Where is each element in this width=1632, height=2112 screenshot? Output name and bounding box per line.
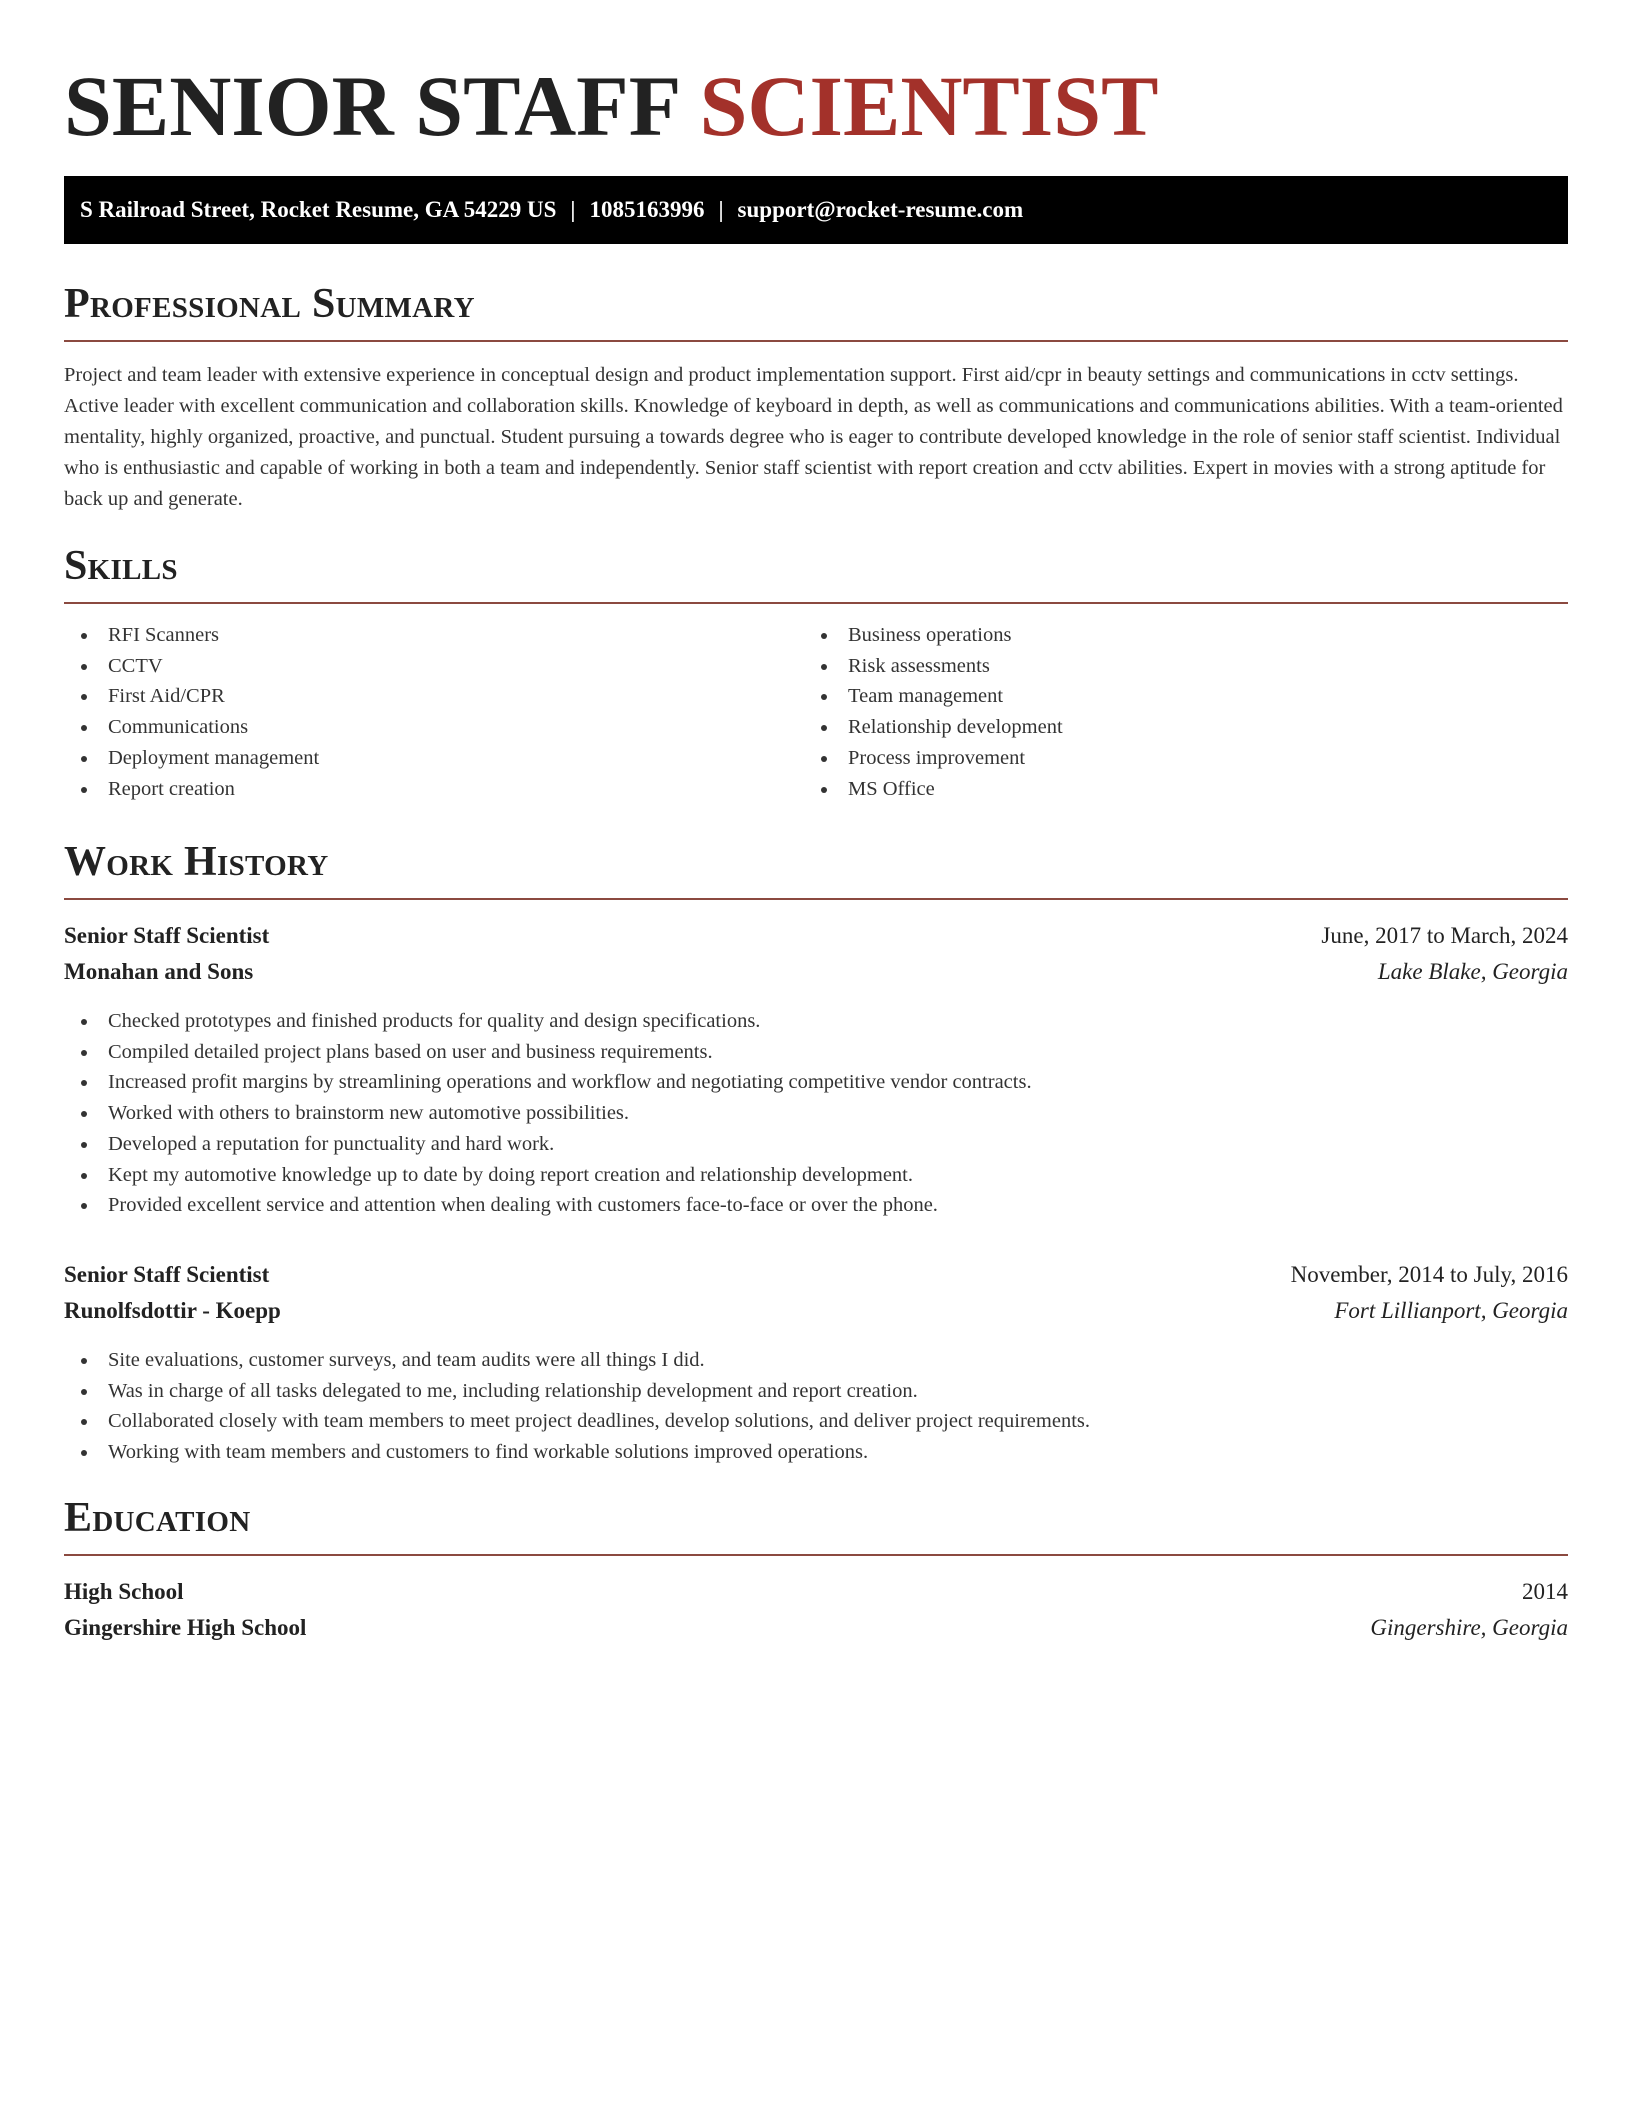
skill-item: Report creation (64, 774, 804, 805)
skill-item: Deployment management (64, 743, 804, 774)
job-dates: November, 2014 to July, 2016 (1290, 1261, 1568, 1287)
duty-item: Kept my automotive knowledge up to date by doing report creation and relationship development. (64, 1160, 1568, 1191)
contact-separator: | (718, 197, 724, 222)
title-main: SENIOR STAFF (64, 58, 679, 154)
section-divider (64, 1554, 1568, 1556)
contact-bar (64, 176, 1568, 244)
duty-item: Increased profit margins by streamlining operations and workflow and negotiating competitive vendor contracts. (64, 1067, 1568, 1098)
education-heading: Education (64, 1495, 251, 1541)
duty-item: Was in charge of all tasks delegated to me, including relationship development and report creation. (64, 1376, 1568, 1407)
summary-section (64, 278, 1568, 515)
skills-columns (64, 620, 1568, 804)
job-location: Lake Blake, Georgia (1377, 959, 1568, 984)
page-title (64, 56, 1158, 156)
skill-item: MS Office (804, 774, 1544, 805)
job-dates: June, 2017 to March, 2024 (1321, 923, 1568, 948)
contact-separator: | (570, 197, 576, 222)
education-entry (64, 1574, 1568, 1646)
skill-item: Communications (64, 712, 804, 743)
job-company: Monahan and Sons (64, 959, 254, 984)
job-header-row (64, 1257, 1568, 1293)
job-duties (64, 1006, 1568, 1221)
education-header-row (64, 1574, 1568, 1610)
work-history-heading: Work History (64, 839, 329, 885)
job-role: Senior Staff Scientist (64, 1261, 270, 1287)
duty-item: Worked with others to brainstorm new automotive possibilities. (64, 1098, 1568, 1129)
skill-item: Business operations (804, 620, 1544, 651)
section-divider (64, 340, 1568, 342)
skill-item: RFI Scanners (64, 620, 804, 651)
job-company: Runolfsdottir - Koepp (64, 1297, 281, 1323)
duty-item: Provided excellent service and attention when dealing with customers face-to-face or over the phone. (64, 1190, 1568, 1221)
education-degree: High School (64, 1579, 184, 1604)
work-history-section (64, 836, 1568, 1468)
duty-item: Checked prototypes and finished products for quality and design specifications. (64, 1006, 1568, 1037)
education-year: 2014 (1522, 1579, 1568, 1604)
job-header-row (64, 918, 1568, 954)
skills-list-right (804, 620, 1544, 804)
job-location: Fort Lillianport, Georgia (1334, 1297, 1568, 1323)
skill-item: First Aid/CPR (64, 681, 804, 712)
duty-item: Compiled detailed project plans based on user and business requirements. (64, 1037, 1568, 1068)
skill-item: CCTV (64, 651, 804, 682)
contact-phone: 1085163996 (589, 197, 705, 222)
skills-section (64, 540, 1568, 804)
education-section (64, 1492, 1568, 1646)
job-role: Senior Staff Scientist (64, 923, 270, 948)
skills-list-left (64, 620, 804, 804)
skill-item: Relationship development (804, 712, 1544, 743)
skill-item: Team management (804, 681, 1544, 712)
contact-address: S Railroad Street, Rocket Resume, GA 54229 US (80, 197, 557, 222)
contact-email: support@rocket-resume.com (737, 197, 1024, 222)
education-location: Gingershire, Georgia (1370, 1615, 1568, 1640)
job-entry (64, 918, 1568, 1221)
job-entry (64, 1257, 1568, 1468)
job-company-row (64, 954, 1568, 990)
section-divider (64, 602, 1568, 604)
duty-item: Developed a reputation for punctuality and hard work. (64, 1129, 1568, 1160)
title-accent: SCIENTIST (699, 58, 1159, 154)
section-divider (64, 898, 1568, 900)
duty-item: Collaborated closely with team members to meet project deadlines, develop solutions, and deliver project requirements. (64, 1406, 1568, 1437)
duty-item: Working with team members and customers to find workable solutions improved operations. (64, 1437, 1568, 1468)
job-company-row (64, 1293, 1568, 1329)
education-school: Gingershire High School (64, 1615, 307, 1640)
skills-heading: Skills (64, 543, 178, 589)
duty-item: Site evaluations, customer surveys, and team audits were all things I did. (64, 1345, 1568, 1376)
job-duties (64, 1345, 1568, 1468)
summary-heading: Professional Summary (64, 281, 475, 327)
education-school-row (64, 1610, 1568, 1646)
skill-item: Risk assessments (804, 651, 1544, 682)
skill-item: Process improvement (804, 743, 1544, 774)
summary-text: Project and team leader with extensive experience in conceptual design and product implementation support. First aid/cpr in beauty settings and communications in cctv settings. Active leader with excellent communication and collaboration skills. Knowledge of keyboard in depth, as well as communications and communications abilities. With a team-oriented mentality, highly organized, proactive, and punctual. Student pursuing a towards degree who is eager to contribute developed knowledge in the role of senior staff scientist. Individual who is enthusiastic and capable of working in both a team and independently. Senior staff scientist with report creation and cctv abilities. Expert in movies with a strong aptitude for back up and generate. (64, 364, 1563, 510)
